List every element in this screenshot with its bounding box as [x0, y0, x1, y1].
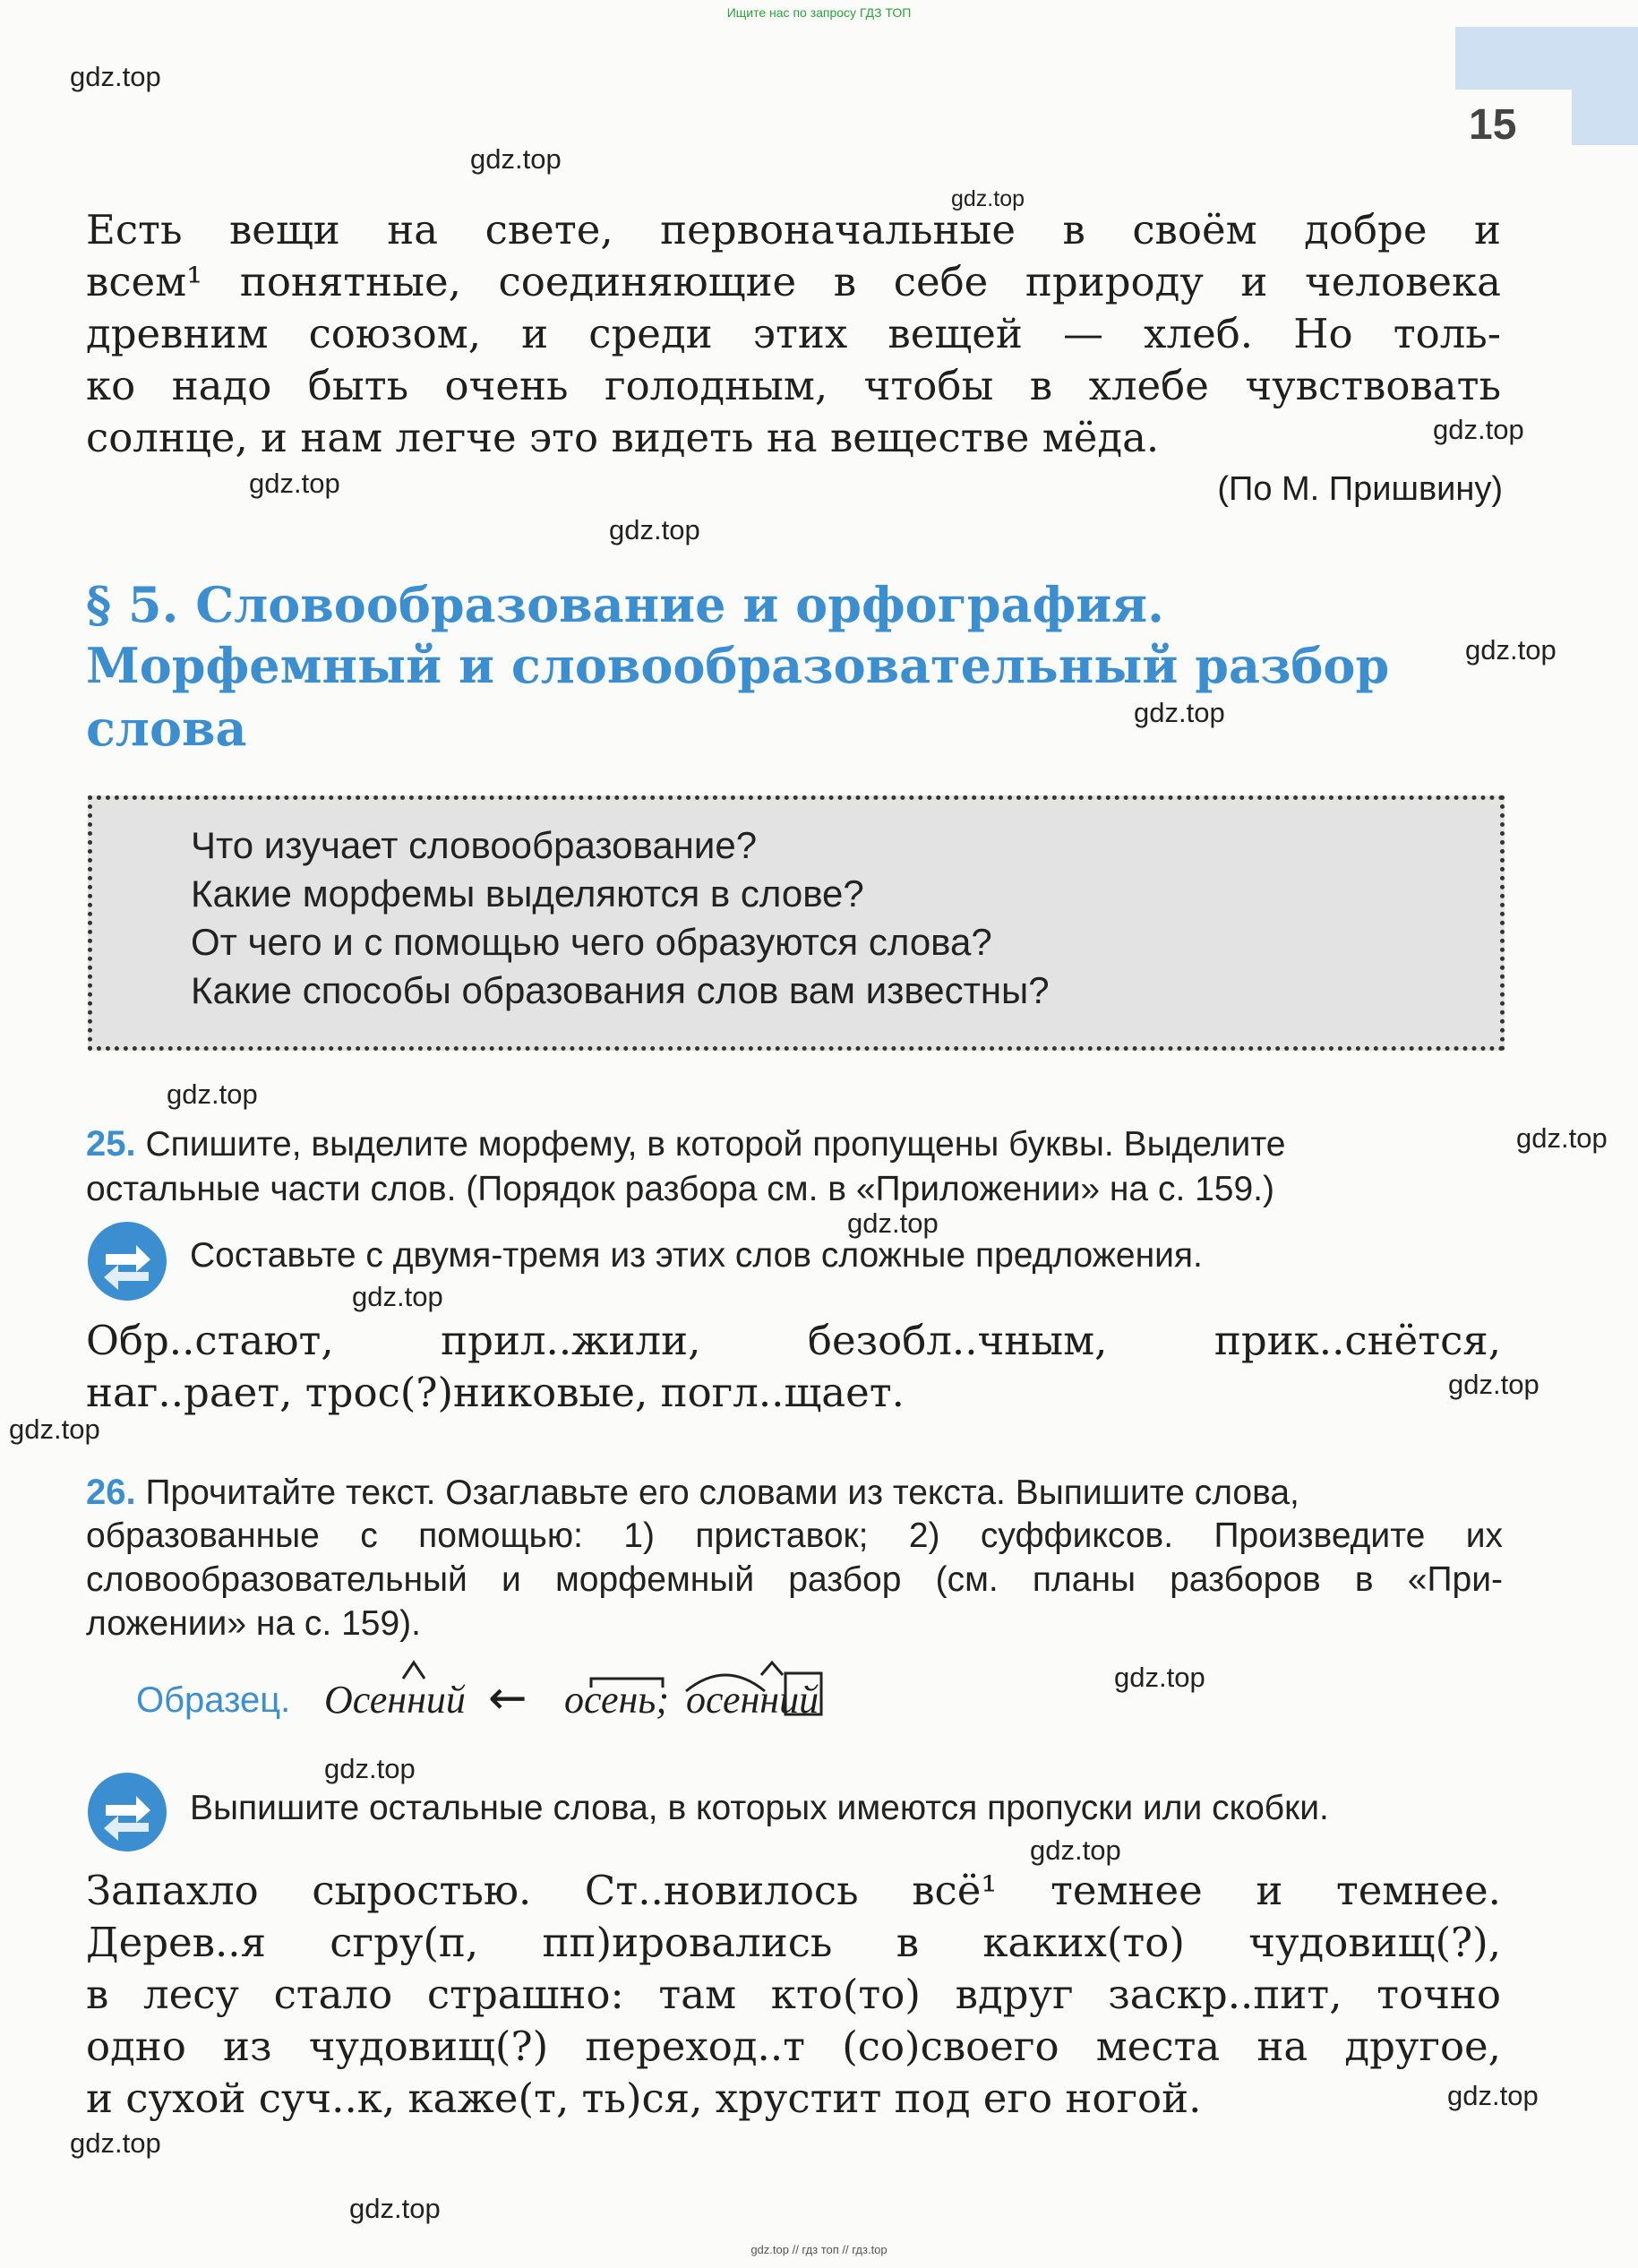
page-number: 15 [1469, 101, 1517, 149]
section-title-line-1: § 5. Словообразование и орфография. [86, 576, 1164, 633]
ex26-text-line-2: Дерев..я сгру(п, пп)ировались в каких(то) чудовищ(?), [86, 1919, 1501, 1966]
sample-label: Образец. [136, 1680, 291, 1720]
watermark: gdz.top [9, 1413, 100, 1445]
question-4: Какие способы образования слов вам известны? [191, 969, 1050, 1011]
refresh-task-icon-2 [86, 1771, 168, 1853]
watermark: gdz.top [609, 514, 700, 546]
ex26-text-1: Прочитайте текст. Озаглавьте его словами из текста. Выпишите слова, [145, 1473, 1299, 1512]
question-2: Какие морфемы выделяются в слове? [191, 872, 864, 915]
ex25-number: 25. [86, 1124, 136, 1164]
sample-arrow-icon: ← [488, 1671, 527, 1725]
ex26-text-line-4: одно из чудовищ(?) переход..т (со)своего места на другое, [86, 2023, 1501, 2070]
top-banner: Ищите нас по запросу ГДЗ ТОП [726, 5, 912, 20]
watermark: gdz.top [1114, 1662, 1205, 1693]
intro-line-4: ко надо быть очень голодным, чтобы в хлебе чувствовать [86, 362, 1501, 409]
watermark: gdz.top [70, 61, 161, 92]
bottom-banner: gdz.top // гдз топ // гдз.top [750, 2243, 888, 2256]
intro-line-3: древним союзом, и среди этих вещей — хлеб. Но толь- [86, 310, 1501, 357]
ex25-line-2: остальные части слов. (Порядок разбора см. в «Приложении» на с. 159.) [86, 1170, 1275, 1208]
watermark: gdz.top [249, 468, 340, 499]
ex26-text-line-1: Запахло сыростью. Ст..новилось всё¹ темнее и темнее. [86, 1867, 1501, 1914]
watermark: gdz.top [352, 1281, 443, 1312]
ex26-line-3: словообразовательный и морфемный разбор (см. планы разборов в «При- [86, 1560, 1503, 1599]
watermark: gdz.top [1433, 414, 1524, 445]
watermark: gdz.top [1134, 697, 1225, 728]
ex25-text-1: Спишите, выделите морфему, в которой пропущены буквы. Выделите [145, 1125, 1286, 1164]
ex26-text-line-5: и сухой суч..к, каже(т, ть)ся, хрустит под его ногой. [86, 2075, 1202, 2122]
watermark: gdz.top [1030, 1834, 1121, 1866]
intro-line-1: Есть вещи на свете, первоначальные в своём добре и [86, 206, 1501, 253]
ex26-line-1 [86, 1473, 1503, 1513]
ex26-line-2: образованные с помощью: 1) приставок; 2) суффиксов. Произведите их [86, 1516, 1503, 1555]
watermark: gdz.top [1516, 1122, 1608, 1154]
morpheme-marks [340, 1655, 842, 1718]
section-title-line-2: Морфемный и словообразовательный разбор [86, 637, 1390, 694]
watermark: gdz.top [847, 1207, 939, 1239]
watermark: gdz.top [70, 2127, 161, 2159]
intro-line-2: всем¹ понятные, соединяющие в себе природу и человека [86, 258, 1501, 305]
refresh-task-icon [86, 1220, 168, 1302]
watermark: gdz.top [324, 1753, 416, 1784]
watermark: gdz.top [1465, 634, 1557, 666]
watermark: gdz.top [349, 2193, 441, 2224]
watermark: gdz.top [470, 143, 562, 175]
ex26-number: 26. [86, 1473, 136, 1512]
ex25-extra-task: Составьте с двумя-тремя из этих слов сложные предложения. [190, 1236, 1203, 1275]
ex25-words-1: Обр..стают, прил..жили, безобл..чным, прик..снётся, [86, 1317, 1501, 1364]
question-3: От чего и с помощью чего образуются слова? [191, 921, 992, 963]
ex25-line-1 [86, 1124, 1503, 1164]
ex26-extra-task: Выпишите остальные слова, в которых имеются пропуски или скобки. [190, 1789, 1329, 1827]
ex25-words-2: наг..рает, трос(?)никовые, погл..щает. [86, 1369, 905, 1416]
watermark: gdz.top [951, 186, 1025, 211]
sample-derived: осенний [686, 1678, 819, 1722]
question-1: Что изучает словообразование? [191, 824, 758, 866]
ex26-text-line-3: в лесу стало страшно: там кто(то) вдруг заскр..пит, точно [86, 1971, 1501, 2018]
sample-base: осень; [564, 1678, 669, 1722]
watermark: gdz.top [167, 1078, 258, 1110]
sample-word: Осенний [324, 1678, 466, 1722]
ex26-line-4: ложении» на с. 159). [86, 1604, 421, 1643]
watermark: gdz.top [1447, 2080, 1539, 2111]
section-title-line-3: слова [86, 700, 247, 757]
intro-attribution: (По М. Пришвину) [1217, 470, 1503, 508]
watermark: gdz.top [1448, 1369, 1539, 1400]
intro-line-5: солнце, и нам легче это видеть на веществе мёда. [86, 414, 1160, 461]
